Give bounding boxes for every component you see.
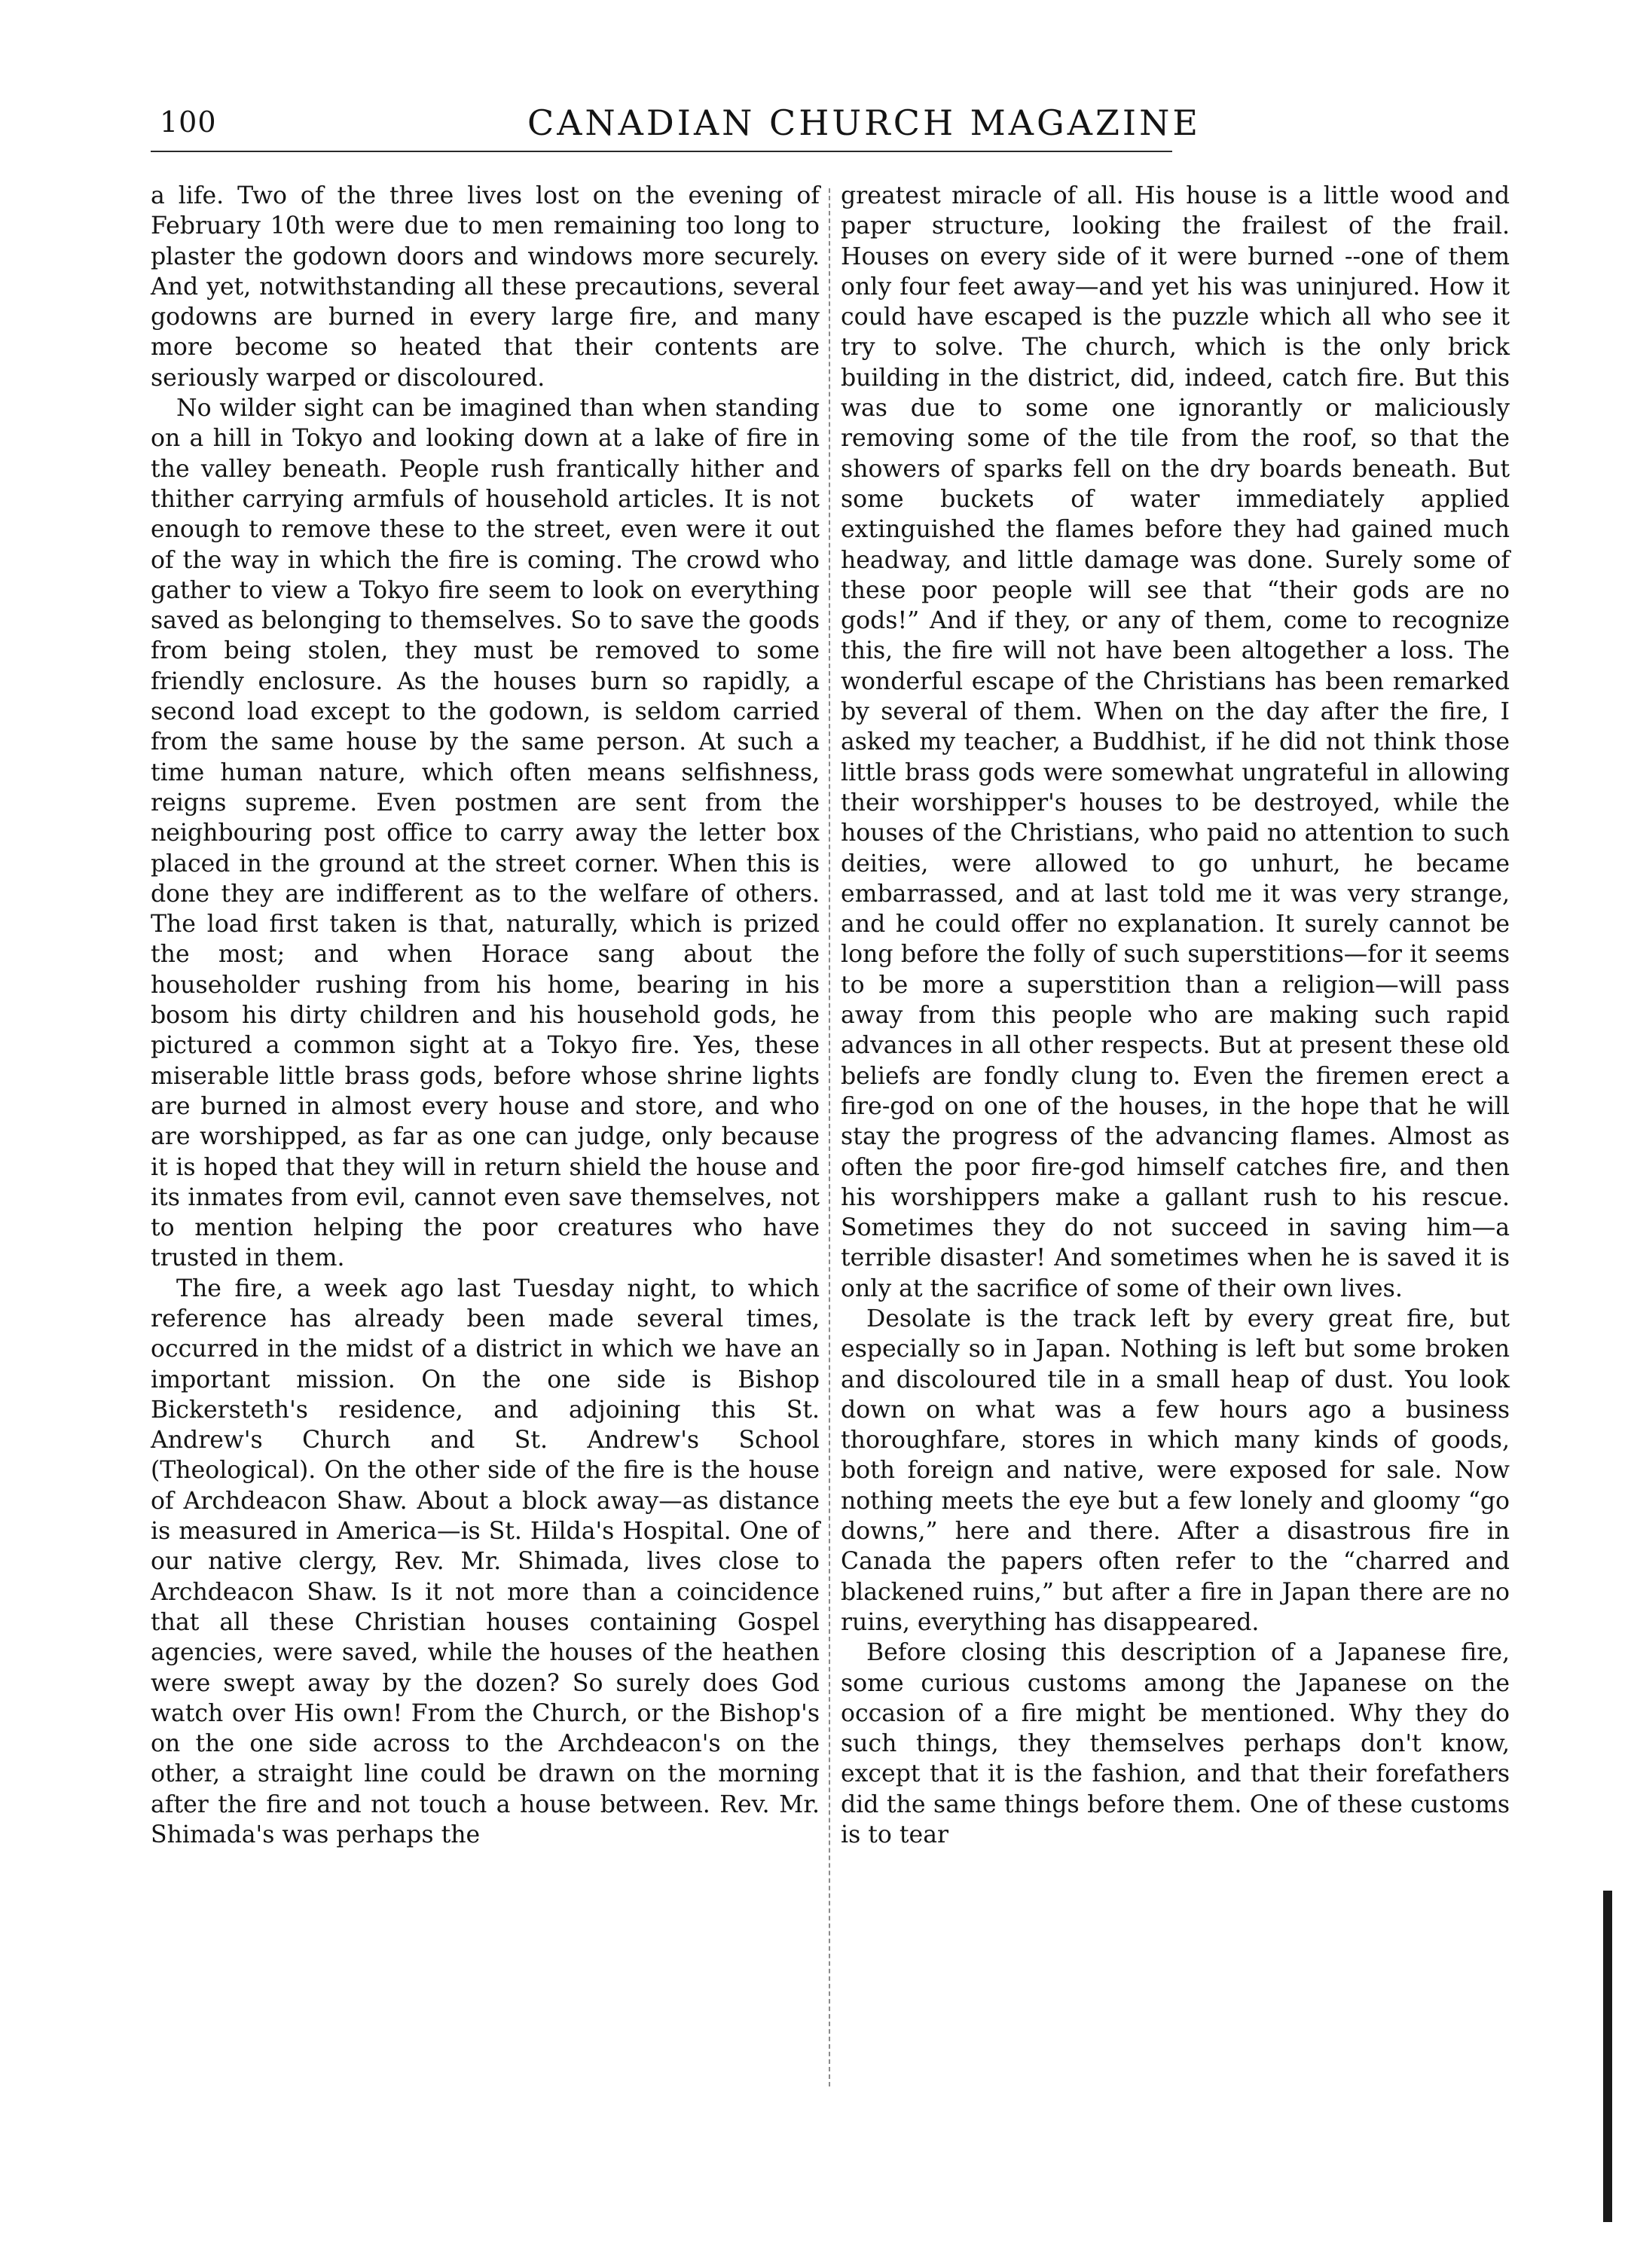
column-divider (829, 188, 830, 2086)
right-paragraph-3: Before closing this description of a Japanese fire, some curious customs among the Japanese on the occasion of a fire might be mentioned. Why they do such things, they themselves perhaps don't know, except that it is the fashion, and that their forefathers did the same things before them. One of these customs is to tear (841, 1639, 1510, 1849)
right-paragraph-2: Desolate is the track left by every great fire, but especially so in Japan. Nothing is left but some broken and discoloured tile in a small heap of dust. You look down on what was a few hours ago a business thoroughfare, stores in which many kinds of goods, both foreign and native, were exposed for sale. Now nothing meets the eye but a few lonely and gloomy “go downs,” here and there. After a disastrous fire in Canada the papers often refer to the “charred and blackened ruins,” but after a fire in Japan there are no ruins, everything has disappeared. (841, 1305, 1510, 1636)
left-column (151, 181, 820, 1850)
right-column (841, 181, 1510, 1850)
left-paragraph-2: No wilder sight can be imagined than when standing on a hill in Tokyo and looking down at a lake of fire in the valley beneath. People rush frantically hither and thither carrying armfuls of household articles. It is not enough to remove these to the street, even were it out of the way in which the fire is coming. The crowd who gather to view a Tokyo fire seem to look on everything saved as belonging to themselves. So to save the goods from being stolen, they must be removed to some friendly enclosure. As the houses burn so rapidly, a second load except to the godown, is seldom carried from the same house by the same person. At such a time human nature, which often means selfishness, reigns supreme. Even postmen are sent from the neighbouring post office to carry away the letter box placed in the ground at the street corner. When this is done they are indifferent as to the welfare of others. The load first taken is that, naturally, which is prized the most; and when Horace sang about the householder rushing from his home, bearing in his bosom his dirty children and his household gods, he pictured a common sight at a Tokyo fire. Yes, these miserable little brass gods, before whose shrine lights are burned in almost every house and store, and who are worshipped, as far as one can judge, only because it is hoped that they will in return shield the house and its inmates from evil, cannot even save themselves, not to mention helping the poor creatures who have trusted in them. (151, 395, 820, 1272)
left-paragraph-3: The fire, a week ago last Tuesday night, to which reference has already been made several times, occurred in the midst of a district in which we have an important mission. On the one side is Bishop Bickersteth's residence, and adjoining this St. Andrew's Church and St. Andrew's School (Theological). On the other side of the fire is the house of Archdeacon Shaw. About a block away—as distance is measured in America—is St. Hilda's Hospital. One of our native clergy, Rev. Mr. Shimada, lives close to Archdeacon Shaw. Is it not more than a coincidence that all these Christian houses containing Gospel agencies, were saved, while the houses of the heathen were swept away by the dozen? So surely does God watch over His own! From the Church, or the Bishop's on the one side across to the Archdeacon's on the other, a straight line could be drawn on the morning after the fire and not touch a house between. Rev. Mr. Shimada's was perhaps the (151, 1274, 820, 1849)
page-number: 100 (160, 105, 217, 139)
right-paragraph-1: greatest miracle of all. His house is a little wood and paper structure, looking the frailest of the frail. Houses on every side of it were burned --one of them only four feet away—and yet his was uninjured. How it could have escaped is the puzzle which all who see it try to solve. The church, which is the only brick building in the district, did, indeed, catch fire. But this was due to some one ignorantly or maliciously removing some of the tile from the roof, so that the showers of sparks fell on the dry boards beneath. But some buckets of water immediately applied extinguished the flames before they had gained much headway, and little damage was done. Surely some of these poor people will see that “their gods are no gods!” And if they, or any of them, come to recognize this, the fire will not have been altogether a loss. The wonderful escape of the Christians has been remarked by several of them. When on the day after the fire, I asked my teacher, a Buddhist, if he did not think those little brass gods were somewhat ungrateful in allowing their worshipper's houses to be destroyed, while the houses of the Christians, who paid no attention to such deities, were allowed to go unhurt, he became embarrassed, and at last told me it was very strange, and he could offer no explanation. It surely cannot be long before the folly of such superstitions—for it seems to be more a superstition than a religion—will pass away from this people who are making such rapid advances in all other respects. But at present these old beliefs are fondly clung to. Even the firemen erect a fire-god on one of the houses, in the hope that he will stay the progress of the advancing flames. Almost as often the poor fire-god himself catches fire, and then his worshippers make a gallant rush to his rescue. Sometimes they do not succeed in saving him—a terrible disaster! And sometimes when he is saved it is only at the sacrifice of some of their own lives. (841, 182, 1510, 1302)
left-paragraph-1: a life. Two of the three lives lost on the evening of February 10th were due to men remaining too long to plaster the godown doors and windows more securely. And yet, notwithstanding all these precautions, several godowns are burned in every large fire, and many more become so heated that their contents are seriously warped or discoloured. (151, 182, 820, 392)
header-rule (151, 151, 1172, 152)
running-title: CANADIAN CHURCH MAGAZINE (527, 102, 1201, 143)
scan-edge-bar (1603, 1891, 1612, 2222)
